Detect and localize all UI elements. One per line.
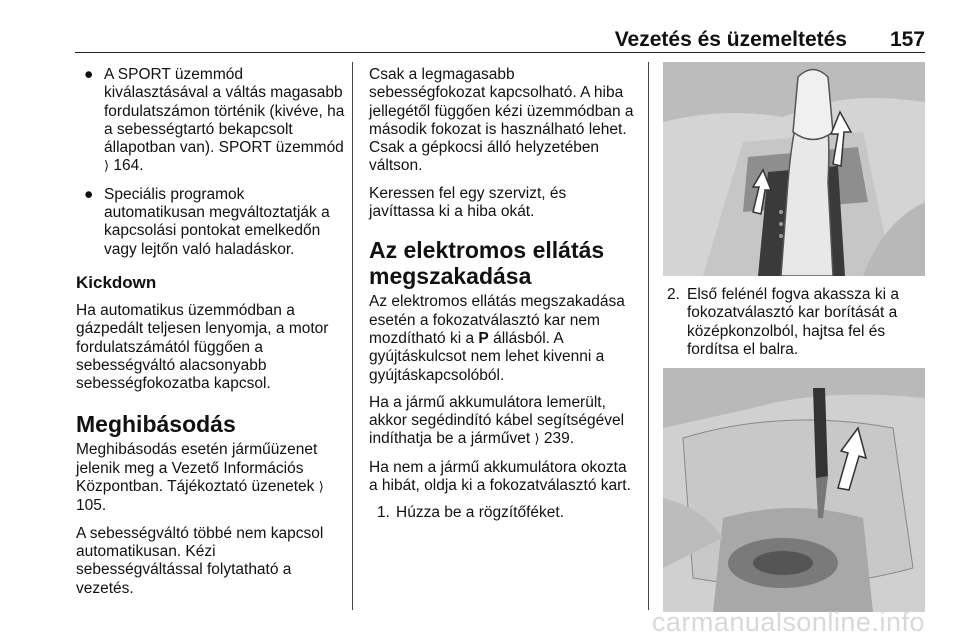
section-heading-fault: Meghibásodás <box>76 411 236 438</box>
column-divider-1 <box>352 62 353 610</box>
bullet-text: A SPORT üzemmód kiválasztásával a váltás magasabb fordulatszámon történik (kivéve, ha a sebességtartó bekapcsolt állapotban van). SPORT üzemmód <box>104 66 345 157</box>
section-heading-kickdown: Kickdown <box>76 272 157 292</box>
step-number: 2. <box>667 286 680 303</box>
bullet-item-sport-mode <box>76 66 346 177</box>
page-reference-arrow-icon: ⟩ <box>104 159 110 175</box>
lever-cover-removal-photo <box>663 368 925 612</box>
column-3 <box>663 62 925 612</box>
paragraph-release-lever: Ha nem a jármű akkumulátora okozta a hibát, oldja ki a fokozatválasztó kart. <box>369 458 631 495</box>
jump-start-text: Ha a jármű akkumulátora lemerült, akkor segédindító kábel segítségével indíthatja be a járművet <box>369 393 625 448</box>
step-text: Első felénél fogva akassza ki a fokozatválasztó kar borítását a középkonzolból, hajtsa fel és fordítsa el balra. <box>687 286 899 358</box>
column-1 <box>76 66 346 607</box>
fault-text: Meghibásodás esetén járműüzenet jelenik meg a Vezető Információs Központban. Tájékoztató üzenetek <box>76 441 319 496</box>
header-title: Vezetés és üzemeltetés <box>614 28 847 51</box>
page-reference-arrow-icon: ⟩ <box>534 432 540 448</box>
section-heading-power-interruption: Az elektromos ellátás megszakadása <box>369 237 605 290</box>
power-text: Az elektromos ellátás megszakadása esetén a fokozatválasztó kar nem mozdítható ki a <box>369 293 625 347</box>
paragraph-service: Keressen fel egy szervizt, és javíttassa ki a hiba okát. <box>369 184 567 221</box>
step-text: Húzza be a rögzítőféket. <box>396 504 565 522</box>
page-reference-link[interactable]: 239. <box>543 430 574 448</box>
paragraph-power-interruption <box>369 293 635 384</box>
page-reference-link[interactable]: 164. <box>113 157 144 175</box>
paragraph-highest-gear: Csak a legmagasabb sebességfokozat kapcsolható. A hiba jellegétől függően kézi üzemmódban a második fokozat is használható lehet. Csak a gépkocsi álló helyzetében váltson. <box>369 66 634 175</box>
bullet-dot-icon: ● <box>84 66 94 83</box>
step-2 <box>663 286 925 359</box>
page-reference-link[interactable]: 105. <box>76 497 107 515</box>
fault-paragraph-1 <box>76 441 346 515</box>
gear-lever-photo <box>663 62 925 276</box>
bullet-dot-icon: ● <box>84 185 94 203</box>
page-reference-arrow-icon: ⟩ <box>318 480 324 496</box>
step-1 <box>369 504 635 522</box>
step-number: 1. <box>377 504 390 522</box>
page-number: 157 <box>889 28 925 51</box>
column-2 <box>369 66 635 532</box>
park-position-label: P <box>478 329 489 347</box>
kickdown-paragraph: Ha automatikus üzemmódban a gázpedált teljesen lenyomja, a motor fordulatszámától függően a sebességváltó alacsonyabb sebességfokozatba kapcsol. <box>76 301 329 393</box>
column-divider-2 <box>648 62 649 610</box>
bullet-item-special-programs <box>76 186 346 259</box>
page-header <box>75 26 925 53</box>
power-text-after: állásból. A gyújtáskulcsot nem lehet kivenni a gyújtáskapcsolóból. <box>369 329 605 384</box>
bullet-text: Speciális programok automatikusan megváltoztatják a kapcsolási pontokat emelkedőn vagy lejtőn való haladáskor. <box>104 185 330 258</box>
watermark: carmanualsonline.info <box>651 607 925 637</box>
fault-paragraph-2: A sebességváltó többé nem kapcsol automatikusan. Kézi sebességváltással folytatható a vezetés. <box>76 524 324 597</box>
paragraph-jump-start <box>369 394 635 450</box>
